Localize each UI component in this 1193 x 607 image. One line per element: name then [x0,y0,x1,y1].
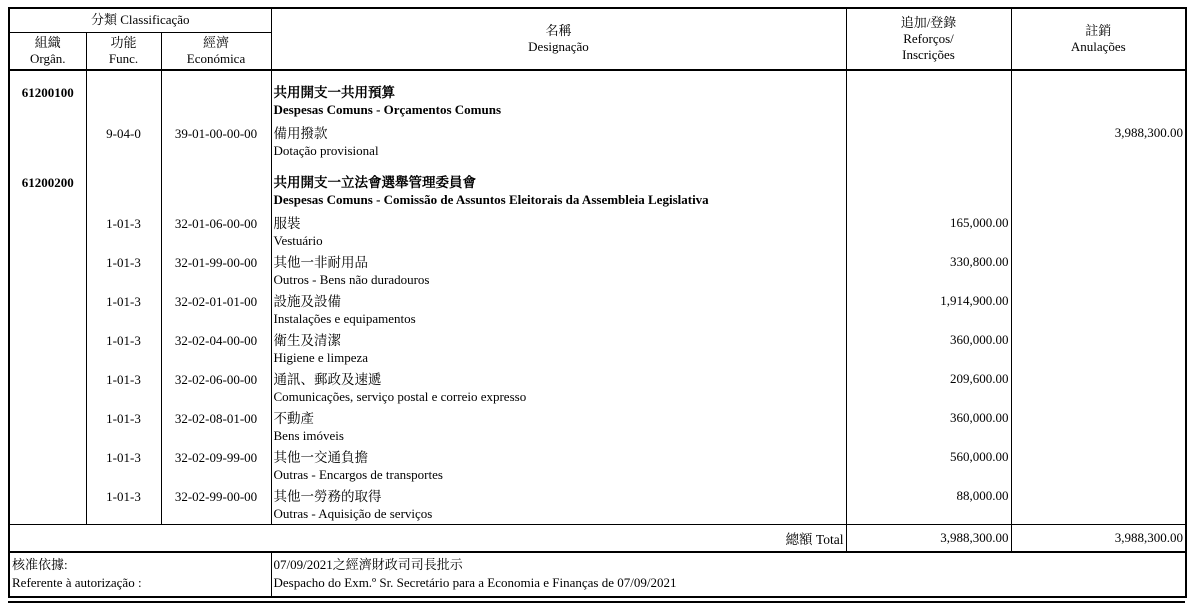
func-code: 1-01-3 [86,290,161,329]
table-row [9,407,1186,446]
col-header-classification [9,8,271,32]
reinforcement-amount: 360,000.00 [846,407,1011,446]
table-row [9,212,1186,251]
budget-table [8,7,1187,598]
func-code: 1-01-3 [86,407,161,446]
table-row [9,251,1186,290]
reinforcement-amount [846,122,1011,161]
designation-pt: Dotação provisional [273,142,379,158]
designation-zh: 其他一非耐用品 [273,254,368,270]
econ-code: 32-02-09-99-00 [161,446,271,485]
func-label-zh: 功能 [110,34,137,50]
designation-pt: Higiene e limpeza [273,349,369,365]
econ-code: 32-02-99-00-00 [161,485,271,525]
organ-label-pt: Orgân. [29,50,66,66]
total-row [9,524,1186,552]
table-header [9,8,1186,70]
func-label-pt: Func. [108,50,139,66]
total-label: 總額 Total [9,524,846,552]
reinforcement-amount: 88,000.00 [846,485,1011,525]
designation-cell [271,407,846,446]
col-header-reinforcements [846,8,1011,70]
col-header-func [86,32,161,70]
cancellation-amount [1011,161,1186,212]
reinforcements-label-zh: 追加/登錄 [900,14,957,30]
designation-pt: Outras - Encargos de transportes [273,466,443,482]
func-code: 1-01-3 [86,212,161,251]
cancellations-label-pt: Anulações [1070,38,1126,54]
reinforcements-label-pt1: Reforços/ [903,30,954,46]
table-row [9,329,1186,368]
organ-code [9,290,86,329]
designation-cell [271,122,846,161]
designation-pt: Vestuário [273,232,323,248]
cancellation-amount [1011,70,1186,122]
designation-cell [271,446,846,485]
econ-code [161,161,271,212]
table-row [9,122,1186,161]
designation-pt: Comunicações, serviço postal e correio expresso [273,388,527,404]
organ-code [9,212,86,251]
authorization-text-zh: 07/09/2021之經濟財政司司長批示 [273,556,463,572]
designation-cell [271,212,846,251]
econ-code [161,70,271,122]
designation-label-zh: 名稱 [545,22,572,38]
rows-body [9,70,1186,525]
cancellation-amount [1011,329,1186,368]
authorization-label-cell [9,552,271,597]
cancellations-label-zh: 註銷 [1085,22,1112,38]
reinforcement-amount [846,161,1011,212]
designation-zh: 通訊、郵政及速遞 [273,371,382,387]
reinforcements-label-pt2: Inscrições [902,46,955,62]
econ-code: 32-01-99-00-00 [161,251,271,290]
designation-zh: 共用開支一立法會選舉管理委員會 [273,174,476,190]
organ-code [9,485,86,525]
table-row [9,290,1186,329]
designation-cell [271,368,846,407]
table-row [9,368,1186,407]
col-header-cancellations [1011,8,1186,70]
col-header-organ [9,32,86,70]
cancellation-amount [1011,290,1186,329]
designation-pt: Despesas Comuns - Comissão de Assuntos Eleitorais da Assembleia Legislativa [273,191,709,207]
cancellation-amount [1011,368,1186,407]
authorization-text-cell [271,552,1186,597]
reinforcement-amount: 360,000.00 [846,329,1011,368]
econ-code: 32-02-01-01-00 [161,290,271,329]
designation-zh: 不動產 [273,410,314,426]
designation-zh: 其他一交通負擔 [273,449,368,465]
econ-code: 32-02-04-00-00 [161,329,271,368]
econ-label-zh: 經濟 [202,34,229,50]
col-header-econ [161,32,271,70]
designation-zh: 其他一勞務的取得 [273,488,382,504]
designation-zh: 備用撥款 [273,125,328,141]
designation-zh: 衛生及清潔 [273,332,341,348]
econ-label-pt: Económica [186,50,246,66]
designation-pt: Outras - Aquisição de serviços [273,505,433,521]
total-cancellations: 3,988,300.00 [1011,524,1186,552]
designation-pt: Despesas Comuns - Orçamentos Comuns [273,101,502,117]
table-row [9,161,1186,212]
designation-zh: 服裝 [273,215,301,231]
designation-pt: Bens imóveis [273,427,344,443]
cancellation-amount [1011,446,1186,485]
organ-label-zh: 組織 [34,34,61,50]
organ-code [9,407,86,446]
organ-code: 61200100 [21,84,74,100]
authorization-label-pt: Referente à autorização : [12,574,142,590]
cancellation-amount [1011,407,1186,446]
col-header-designation [271,8,846,70]
organ-code [9,122,86,161]
func-code [86,161,161,212]
reinforcement-amount: 330,800.00 [846,251,1011,290]
total-reinforcements: 3,988,300.00 [846,524,1011,552]
func-code: 1-01-3 [86,251,161,290]
organ-code [9,368,86,407]
designation-pt: Instalações e equipamentos [273,310,416,326]
func-code: 1-01-3 [86,329,161,368]
func-code: 1-01-3 [86,485,161,525]
cancellation-amount: 3,988,300.00 [1011,122,1186,161]
designation-zh: 設施及設備 [273,293,341,309]
authorization-row [9,552,1186,597]
designation-cell [271,485,846,525]
reinforcement-amount [846,70,1011,122]
table-footer [9,524,1186,597]
func-code: 1-01-3 [86,368,161,407]
func-code [86,70,161,122]
header-row-classification [9,8,1186,32]
table-row [9,70,1186,122]
cancellation-amount [1011,251,1186,290]
classification-label: 分類 Classificação [90,12,190,28]
designation-cell [271,290,846,329]
designation-pt: Outros - Bens não duradouros [273,271,430,287]
organ-code: 61200200 [21,174,74,190]
organ-code [9,251,86,290]
bottom-rule [8,601,1185,603]
designation-zh: 共用開支一共用預算 [273,84,395,100]
cancellation-amount [1011,485,1186,525]
func-code: 1-01-3 [86,446,161,485]
designation-label-pt: Designação [528,38,589,54]
func-code: 9-04-0 [86,122,161,161]
organ-code [9,446,86,485]
econ-code: 39-01-00-00-00 [161,122,271,161]
reinforcement-amount: 560,000.00 [846,446,1011,485]
cancellation-amount [1011,212,1186,251]
designation-cell [271,251,846,290]
econ-code: 32-02-08-01-00 [161,407,271,446]
designation-cell [271,70,846,122]
reinforcement-amount: 1,914,900.00 [846,290,1011,329]
econ-code: 32-01-06-00-00 [161,212,271,251]
reinforcement-amount: 209,600.00 [846,368,1011,407]
table-row [9,446,1186,485]
authorization-text-pt: Despacho do Exm.º Sr. Secretário para a Economia e Finanças de 07/09/2021 [273,574,677,590]
table-row [9,485,1186,525]
reinforcement-amount: 165,000.00 [846,212,1011,251]
authorization-label-zh: 核准依據: [12,556,68,572]
designation-cell [271,161,846,212]
designation-cell [271,329,846,368]
econ-code: 32-02-06-00-00 [161,368,271,407]
organ-code [9,329,86,368]
